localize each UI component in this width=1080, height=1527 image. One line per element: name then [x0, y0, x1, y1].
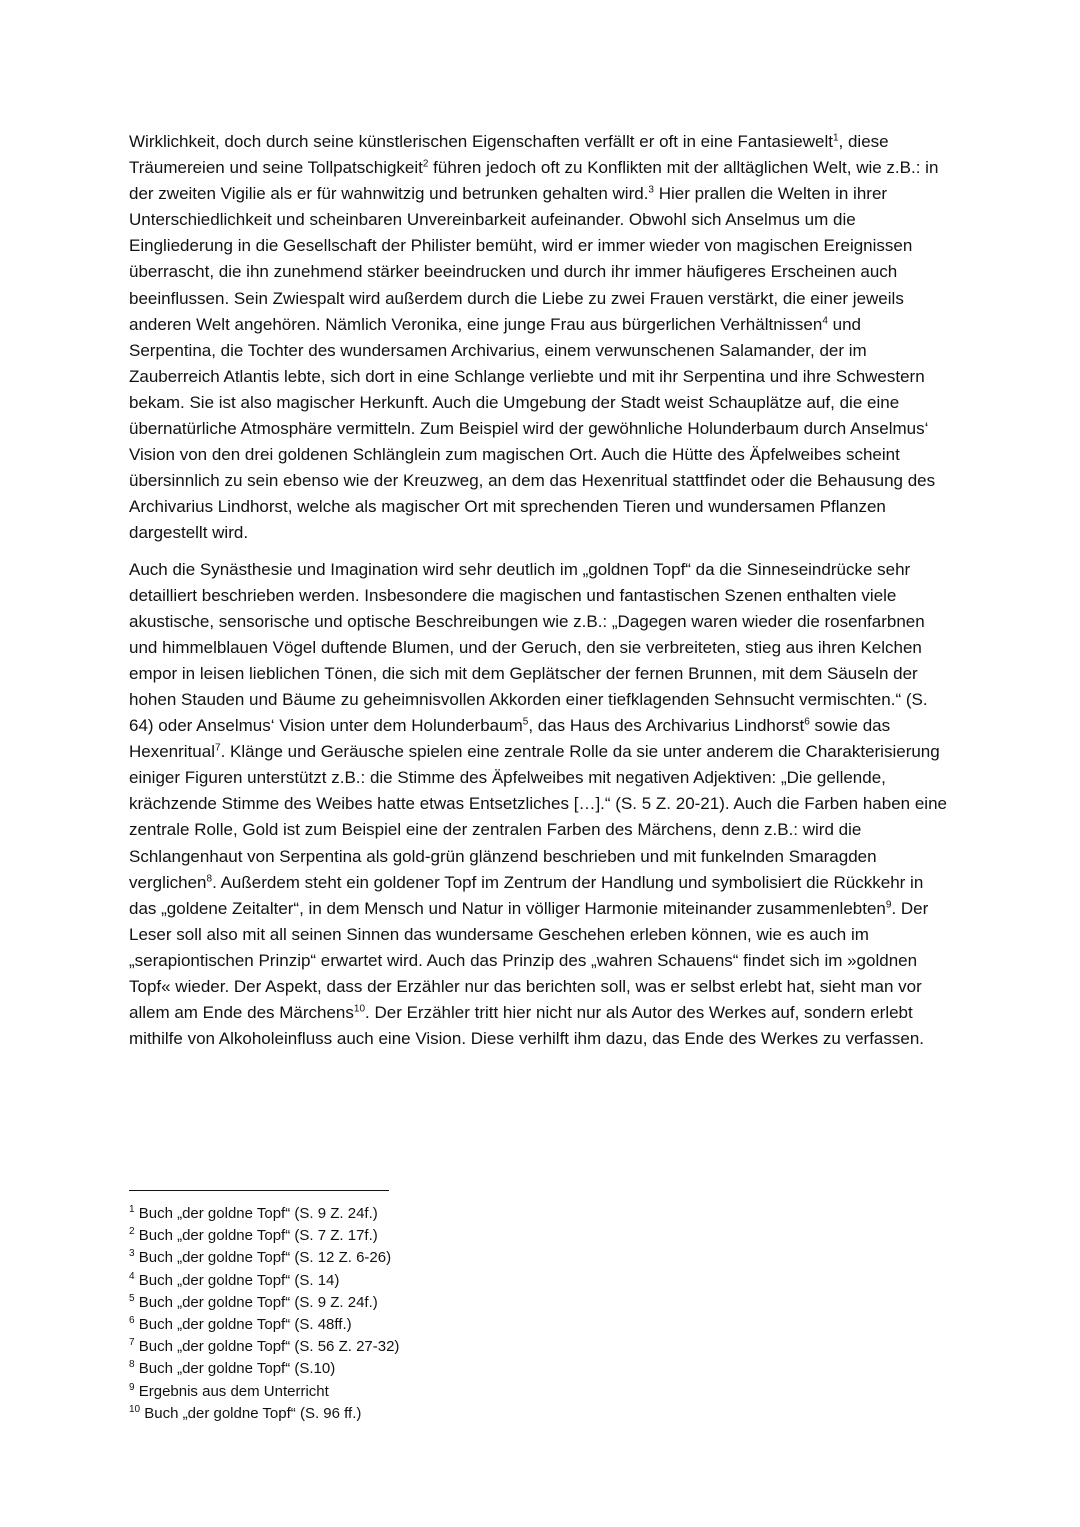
- footnote-number: 10: [129, 1403, 141, 1415]
- footnote-text: Buch „der goldne Topf“ (S. 48ff.): [134, 1316, 352, 1334]
- footnote-text: Buch „der goldne Topf“ (S. 56 Z. 27-32): [134, 1338, 400, 1356]
- footnote-number: 1: [129, 1204, 135, 1215]
- footnote-text: Buch „der goldne Topf“ (S.10): [134, 1360, 336, 1378]
- footnote-item: [129, 1225, 829, 1247]
- paragraph-text: . Außerdem steht ein goldener Topf im Zentrum der Handlung und symbolisiert die Rückkehr in das „goldene Zeitalter“, in dem Mensch und Natur in völliger Harmonie miteinander zusammenlebten: [129, 872, 924, 918]
- footnote-ref: 3: [648, 184, 654, 196]
- footnote-ref: 4: [822, 315, 828, 326]
- footnote-text: Buch „der goldne Topf“ (S. 9 Z. 24f.): [134, 1205, 378, 1222]
- paragraph-text: . Klänge und Geräusche spielen eine zentrale Rolle da sie unter anderem die Charakterisierung einiger Figuren unterstützt z.B.: die Stimme des Äpfelweibes mit negativen Adjektiven: „Die gellende, krächzende Stimme des Weibes hatte etwas Entsetzliches […].“ (S. 5 Z. 20-21). Auch die Farben haben eine zentrale Rolle, Gold ist zum Beispiel eine der zentralen Farben des Märchens, denn z.B.: wird die Schlangenhaut von Serpentina als gold-grün glänzend beschrieben und mit funkelnden Smaragden verglichen: [129, 742, 947, 892]
- footnote-number: 7: [129, 1337, 135, 1349]
- footnote-item: [129, 1381, 829, 1403]
- footnote-ref: 2: [422, 158, 429, 170]
- footnote-text: Ergebnis aus dem Unterricht: [134, 1382, 329, 1400]
- footnote-ref: 1: [832, 132, 839, 144]
- paragraph-text: sowie das Hexenritual: [129, 716, 891, 762]
- footnote-number: 9: [129, 1381, 135, 1393]
- footnote-item: [129, 1403, 829, 1425]
- footnote-text: Buch „der goldne Topf“ (S. 14): [134, 1271, 340, 1289]
- footnote-text: Buch „der goldne Topf“ (S. 96 ff.): [140, 1404, 362, 1422]
- body-text: [129, 129, 951, 1052]
- footnote-number: 4: [129, 1270, 135, 1282]
- paragraph-text: Wirklichkeit, doch durch seine künstlerischen Eigenschaften verfällt er oft in eine Fantasiewelt: [129, 132, 833, 151]
- paragraph-text: und Serpentina, die Tochter des wundersamen Archivarius, einem verwunschenen Salamander, der im Zauberreich Atlantis lebte, sich dort in eine Schlange verliebte und mit ihr Serpentina und ihre Schwestern bekam. Sie ist also magischer Herkunft. Auch die Umgebung der Stadt weist Schauplätze auf, die eine übernatürliche Atmosphäre vermitteln. Zum Beispiel wird der gewöhnliche Holunderbaum durch Anselmus‘ Vision von den drei goldenen Schlänglein zum magischen Ort. Auch die Hütte des Äpfelweibes scheint übersinnlich zu sein ebenso wie der Kreuzweg, an dem das Hexenritual stattfindet oder die Behausung des Archivarius Lindhorst, welche als magischer Ort mit sprechenden Tieren und wundersamen Pflanzen dargestellt wird.: [129, 314, 936, 543]
- footnote-separator: [129, 1190, 389, 1191]
- footnote-number: 8: [129, 1359, 135, 1371]
- footnote-ref: 10: [353, 1003, 366, 1015]
- footnote-item: [129, 1292, 829, 1314]
- footnote-number: 3: [129, 1248, 135, 1260]
- paragraph-text: , das Haus des Archivarius Lindhorst: [528, 716, 805, 736]
- paragraph-1: [129, 129, 951, 547]
- footnote-ref: 9: [885, 899, 892, 911]
- footnote-ref: 8: [206, 872, 213, 884]
- footnote-item: [129, 1336, 829, 1358]
- paragraph-text: Auch die Synästhesie und Imagination wird sehr deutlich im „goldnen Topf“ da die Sinneseindrücke sehr detailliert beschrieben werden. Insbesondere die magischen und fantastischen Szenen enthalten viele akustische, sensorische und optische Beschreibungen wie z.B.: „Dagegen waren wieder die rosenfarbnen und himmelblauen Vögel duftende Blumen, und der Geruch, den sie verbreiteten, stieg aus ihren Kelchen empor in leisen lieblichen Tönen, die sich mit dem Geplätscher der fernen Brunnen, mit dem Säuseln der hohen Stauden und Bäume zu geheimnisvollen Akkorden einer tiefklagenden Sehnsucht vermischten.“ (S. 64) oder Anselmus‘ Vision unter dem Holunderbaum: [129, 559, 928, 736]
- paragraph-2: [129, 557, 951, 1053]
- footnote-ref: 5: [522, 716, 529, 728]
- paragraph-text: führen jedoch oft zu Konflikten mit der alltäglichen Welt, wie z.B.: in der zweiten Vigilie als er für wahnwitzig und betrunken gehalten wird.: [129, 158, 939, 204]
- footnote-ref: 6: [804, 716, 810, 728]
- footnote-number: 5: [129, 1292, 135, 1304]
- paragraph-text: . Der Leser soll also mit all seinen Sinnen das wundersame Geschehen erleben können, wie es auch im „serapiontischen Prinzip“ erwartet wird. Auch das Prinzip des „wahren Schauens“ findet sich im »goldnen Topf« wieder. Der Aspekt, dass der Erzähler nur das berichten soll, was er selbst erlebt hat, sieht man vor allem am Ende des Märchens: [129, 898, 929, 1023]
- footnote-text: Buch „der goldne Topf“ (S. 9 Z. 24f.): [134, 1293, 378, 1311]
- footnote-ref: 7: [215, 742, 221, 754]
- footnotes: [129, 1203, 829, 1425]
- paragraph-text: . Der Erzähler tritt hier nicht nur als Autor des Werkes auf, sondern erlebt mithilfe von Alkoholeinfluss auch eine Vision. Diese verhilft ihm dazu, das Ende des Werkes zu verfassen.: [129, 1003, 925, 1049]
- paragraph-text: , diese Träumereien und seine Tollpatschigkeit: [129, 132, 889, 178]
- footnote-number: 6: [129, 1315, 135, 1327]
- footnote-number: 2: [129, 1226, 135, 1238]
- footnote-item: [129, 1270, 829, 1292]
- footnote-item: [129, 1247, 829, 1269]
- paragraph-text: Hier prallen die Welten in ihrer Unterschiedlichkeit und scheinbaren Unvereinbarkeit aufeinander. Obwohl sich Anselmus um die Eingliederung in die Gesellschaft der Philister bemüht, wird er immer wieder von magischen Ereignissen überrascht, die ihn zunehmend stärker beeindrucken und durch ihr immer häufigeres Erscheinen auch beeinflussen. Sein Zwiespalt wird außerdem durch die Liebe zu zwei Frauen verstärkt, die einer jeweils anderen Welt angehören. Nämlich Veronika, eine junge Frau aus bürgerlichen Verhältnissen: [129, 184, 913, 334]
- footnote-item: [129, 1203, 829, 1225]
- footnote-text: Buch „der goldne Topf“ (S. 12 Z. 6-26): [134, 1249, 392, 1267]
- footnote-text: Buch „der goldne Topf“ (S. 7 Z. 17f.): [134, 1227, 378, 1245]
- footnote-item: [129, 1358, 829, 1380]
- footnote-item: [129, 1314, 829, 1336]
